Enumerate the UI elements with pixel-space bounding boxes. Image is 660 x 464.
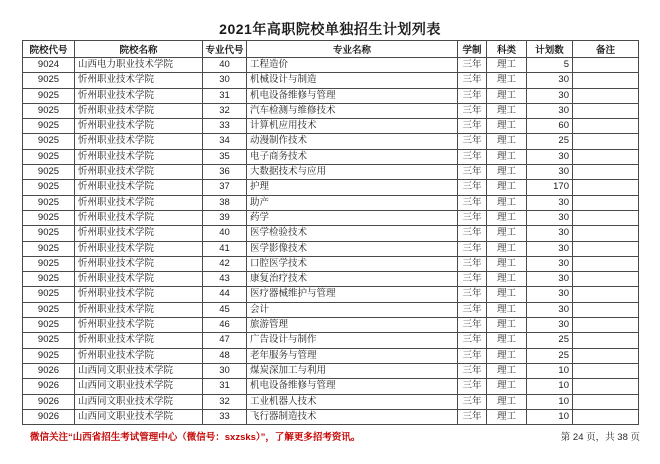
table-cell: 170: [527, 180, 573, 195]
table-cell: [573, 88, 639, 103]
table-cell: 理工: [487, 318, 527, 333]
column-header: 院校名称: [75, 41, 203, 58]
table-cell: 忻州职业技术学院: [75, 88, 203, 103]
table-cell: 口腔医学技术: [247, 256, 458, 271]
table-cell: 电子商务技术: [247, 149, 458, 164]
table-cell: 会计: [247, 302, 458, 317]
table-cell: 三年: [458, 134, 487, 149]
table-cell: 30: [527, 241, 573, 256]
table-cell: 三年: [458, 226, 487, 241]
table-row: [23, 302, 639, 317]
table-cell: 9025: [23, 348, 75, 363]
table-cell: [573, 302, 639, 317]
table-cell: 45: [203, 302, 247, 317]
column-header: 计划数: [527, 41, 573, 58]
table-cell: 忻州职业技术学院: [75, 103, 203, 118]
table-cell: 汽车检测与维修技术: [247, 103, 458, 118]
table-cell: 30: [527, 73, 573, 88]
table-cell: 医学检验技术: [247, 226, 458, 241]
table-cell: 三年: [458, 394, 487, 409]
table-cell: 三年: [458, 318, 487, 333]
table-cell: 护理: [247, 180, 458, 195]
table-cell: 60: [527, 119, 573, 134]
column-header: 备注: [573, 41, 639, 58]
table-cell: 理工: [487, 363, 527, 378]
table-cell: 理工: [487, 256, 527, 271]
table-cell: 三年: [458, 149, 487, 164]
table-cell: 理工: [487, 103, 527, 118]
table-cell: 9025: [23, 195, 75, 210]
table-cell: 忻州职业技术学院: [75, 165, 203, 180]
table-cell: 30: [203, 363, 247, 378]
table-cell: [573, 318, 639, 333]
table-cell: [573, 226, 639, 241]
table-cell: 10: [527, 409, 573, 424]
table-cell: 理工: [487, 272, 527, 287]
table-cell: [573, 103, 639, 118]
table-cell: 三年: [458, 363, 487, 378]
table-cell: 三年: [458, 348, 487, 363]
table-row: [23, 73, 639, 88]
table-row: [23, 103, 639, 118]
table-cell: 9025: [23, 119, 75, 134]
table-cell: [573, 333, 639, 348]
table-row: [23, 394, 639, 409]
table-cell: 忻州职业技术学院: [75, 333, 203, 348]
table-cell: 山西同文职业技术学院: [75, 363, 203, 378]
table-row: [23, 363, 639, 378]
table-cell: 理工: [487, 333, 527, 348]
table-cell: 5: [527, 58, 573, 73]
table-cell: 47: [203, 333, 247, 348]
table-cell: 广告设计与制作: [247, 333, 458, 348]
table-cell: 忻州职业技术学院: [75, 119, 203, 134]
table-row: [23, 149, 639, 164]
table-cell: 32: [203, 103, 247, 118]
table-cell: 10: [527, 394, 573, 409]
table-cell: 33: [203, 409, 247, 424]
table-cell: 理工: [487, 241, 527, 256]
table-cell: 飞行器制造技术: [247, 409, 458, 424]
table-cell: 忻州职业技术学院: [75, 241, 203, 256]
table-cell: 三年: [458, 58, 487, 73]
table-cell: 30: [527, 318, 573, 333]
table-cell: 9025: [23, 180, 75, 195]
table-cell: 10: [527, 363, 573, 378]
table-cell: 41: [203, 241, 247, 256]
table-cell: 44: [203, 287, 247, 302]
table-cell: 山西同文职业技术学院: [75, 379, 203, 394]
table-cell: 理工: [487, 379, 527, 394]
table-cell: 山西同文职业技术学院: [75, 394, 203, 409]
column-header: 学制: [458, 41, 487, 58]
table-cell: 助产: [247, 195, 458, 210]
table-header-row: [23, 41, 639, 58]
table-cell: 理工: [487, 73, 527, 88]
table-body: [23, 58, 639, 425]
table-row: [23, 226, 639, 241]
table-cell: 38: [203, 195, 247, 210]
table-cell: [573, 363, 639, 378]
table-cell: [573, 165, 639, 180]
table-cell: 医学影像技术: [247, 241, 458, 256]
table-cell: 9025: [23, 134, 75, 149]
table-cell: 30: [527, 302, 573, 317]
table-cell: [573, 180, 639, 195]
table-cell: 理工: [487, 119, 527, 134]
table-cell: 药学: [247, 210, 458, 225]
table-cell: 大数据技术与应用: [247, 165, 458, 180]
table-cell: 理工: [487, 165, 527, 180]
column-header: 院校代号: [23, 41, 75, 58]
table-cell: 36: [203, 165, 247, 180]
table-cell: 42: [203, 256, 247, 271]
table-row: [23, 88, 639, 103]
table-cell: 三年: [458, 287, 487, 302]
table-cell: 三年: [458, 119, 487, 134]
table-cell: 9025: [23, 333, 75, 348]
table-row: [23, 210, 639, 225]
table-cell: 9025: [23, 88, 75, 103]
table-cell: 31: [203, 379, 247, 394]
table-cell: [573, 272, 639, 287]
table-cell: 忻州职业技术学院: [75, 256, 203, 271]
enrollment-plan-table: [22, 40, 639, 425]
table-cell: 理工: [487, 180, 527, 195]
table-cell: 9025: [23, 256, 75, 271]
table-cell: [573, 287, 639, 302]
table-cell: [573, 394, 639, 409]
table-cell: 9024: [23, 58, 75, 73]
table-cell: 48: [203, 348, 247, 363]
table-row: [23, 409, 639, 424]
table-cell: [573, 379, 639, 394]
table-row: [23, 333, 639, 348]
table-row: [23, 272, 639, 287]
table-cell: 30: [527, 103, 573, 118]
table-cell: 30: [527, 226, 573, 241]
table-cell: 忻州职业技术学院: [75, 226, 203, 241]
table-row: [23, 134, 639, 149]
table-cell: 三年: [458, 256, 487, 271]
table-cell: 三年: [458, 165, 487, 180]
table-cell: 三年: [458, 210, 487, 225]
table-cell: 机电设备维修与管理: [247, 379, 458, 394]
table-cell: 46: [203, 318, 247, 333]
table-cell: 三年: [458, 73, 487, 88]
table-row: [23, 195, 639, 210]
table-cell: 39: [203, 210, 247, 225]
footer-wechat-notice: 微信关注“山西省招生考试管理中心（微信号：sxzsks）”，了解更多招考资讯。: [30, 432, 361, 443]
table-cell: 9025: [23, 241, 75, 256]
table-cell: 9026: [23, 409, 75, 424]
table-cell: 33: [203, 119, 247, 134]
table-cell: 9025: [23, 103, 75, 118]
table-row: [23, 348, 639, 363]
table-cell: 三年: [458, 379, 487, 394]
table-cell: [573, 134, 639, 149]
table-cell: 三年: [458, 195, 487, 210]
table-cell: 理工: [487, 394, 527, 409]
table-cell: [573, 195, 639, 210]
table-cell: 忻州职业技术学院: [75, 180, 203, 195]
table-cell: 理工: [487, 149, 527, 164]
table-cell: [573, 73, 639, 88]
table-cell: 31: [203, 88, 247, 103]
table-row: [23, 318, 639, 333]
table-cell: 三年: [458, 241, 487, 256]
column-header: 科类: [487, 41, 527, 58]
table-row: [23, 180, 639, 195]
table-cell: 30: [527, 210, 573, 225]
table-cell: 理工: [487, 195, 527, 210]
table-cell: [573, 210, 639, 225]
table-cell: 30: [527, 149, 573, 164]
table-cell: 医疗器械维护与管理: [247, 287, 458, 302]
table-cell: 理工: [487, 226, 527, 241]
table-cell: 忻州职业技术学院: [75, 210, 203, 225]
table-cell: 理工: [487, 134, 527, 149]
table-cell: 25: [527, 134, 573, 149]
table-cell: 37: [203, 180, 247, 195]
table-cell: [573, 348, 639, 363]
table-cell: 25: [527, 333, 573, 348]
table-cell: 10: [527, 379, 573, 394]
table-row: [23, 287, 639, 302]
table-cell: 忻州职业技术学院: [75, 348, 203, 363]
table-cell: 理工: [487, 88, 527, 103]
table-row: [23, 165, 639, 180]
table-cell: 9025: [23, 272, 75, 287]
table-cell: [573, 241, 639, 256]
table-cell: 理工: [487, 287, 527, 302]
table-cell: 三年: [458, 180, 487, 195]
table-cell: 三年: [458, 409, 487, 424]
table-cell: 机电设备维修与管理: [247, 88, 458, 103]
table-cell: 工程造价: [247, 58, 458, 73]
table-cell: [573, 119, 639, 134]
table-cell: 三年: [458, 272, 487, 287]
table-cell: 9025: [23, 210, 75, 225]
table-cell: [573, 256, 639, 271]
table-cell: 理工: [487, 409, 527, 424]
table-cell: 计算机应用技术: [247, 119, 458, 134]
table-cell: 9025: [23, 149, 75, 164]
table-cell: 动漫制作技术: [247, 134, 458, 149]
table-cell: 35: [203, 149, 247, 164]
table-cell: 忻州职业技术学院: [75, 195, 203, 210]
table-row: [23, 58, 639, 73]
table-cell: 忻州职业技术学院: [75, 73, 203, 88]
table-cell: 32: [203, 394, 247, 409]
table-row: [23, 256, 639, 271]
table-cell: 9025: [23, 226, 75, 241]
table-cell: 30: [527, 272, 573, 287]
table-cell: 山西同文职业技术学院: [75, 409, 203, 424]
table-cell: 9025: [23, 302, 75, 317]
table-cell: 9025: [23, 318, 75, 333]
table-cell: 三年: [458, 103, 487, 118]
table-cell: 理工: [487, 210, 527, 225]
table-cell: 忻州职业技术学院: [75, 149, 203, 164]
table-cell: 30: [527, 195, 573, 210]
table-cell: 康复治疗技术: [247, 272, 458, 287]
table-cell: 忻州职业技术学院: [75, 287, 203, 302]
table-cell: 忻州职业技术学院: [75, 134, 203, 149]
table-cell: 理工: [487, 302, 527, 317]
table-cell: [573, 58, 639, 73]
table-cell: 山西电力职业技术学院: [75, 58, 203, 73]
table-cell: 30: [527, 165, 573, 180]
table-row: [23, 241, 639, 256]
table-cell: 理工: [487, 348, 527, 363]
table-cell: 25: [527, 348, 573, 363]
table-cell: 40: [203, 58, 247, 73]
table-cell: 43: [203, 272, 247, 287]
table-cell: 30: [203, 73, 247, 88]
page-number: 第 24 页，共 38 页: [560, 432, 640, 443]
table-cell: 忻州职业技术学院: [75, 318, 203, 333]
table-cell: 机械设计与制造: [247, 73, 458, 88]
table-row: [23, 119, 639, 134]
table-cell: 三年: [458, 333, 487, 348]
table-cell: 40: [203, 226, 247, 241]
table-cell: 旅游管理: [247, 318, 458, 333]
table-cell: 9025: [23, 73, 75, 88]
table-cell: 忻州职业技术学院: [75, 272, 203, 287]
table-row: [23, 379, 639, 394]
table-cell: 老年服务与管理: [247, 348, 458, 363]
table-cell: 9025: [23, 287, 75, 302]
table-cell: 9026: [23, 363, 75, 378]
table-cell: 30: [527, 256, 573, 271]
table-cell: 30: [527, 287, 573, 302]
table-cell: 9026: [23, 394, 75, 409]
table-cell: 三年: [458, 88, 487, 103]
page-footer: [22, 429, 640, 443]
table-cell: 34: [203, 134, 247, 149]
table-cell: 三年: [458, 302, 487, 317]
table-cell: 工业机器人技术: [247, 394, 458, 409]
table-cell: 30: [527, 88, 573, 103]
table-cell: 忻州职业技术学院: [75, 302, 203, 317]
table-cell: 煤炭深加工与利用: [247, 363, 458, 378]
table-cell: 9025: [23, 165, 75, 180]
table-cell: [573, 149, 639, 164]
page-title: 2021年高职院校单独招生计划列表: [219, 21, 441, 37]
table-cell: 9026: [23, 379, 75, 394]
column-header: 专业代号: [203, 41, 247, 58]
column-header: 专业名称: [247, 41, 458, 58]
table-cell: 理工: [487, 58, 527, 73]
table-cell: [573, 409, 639, 424]
